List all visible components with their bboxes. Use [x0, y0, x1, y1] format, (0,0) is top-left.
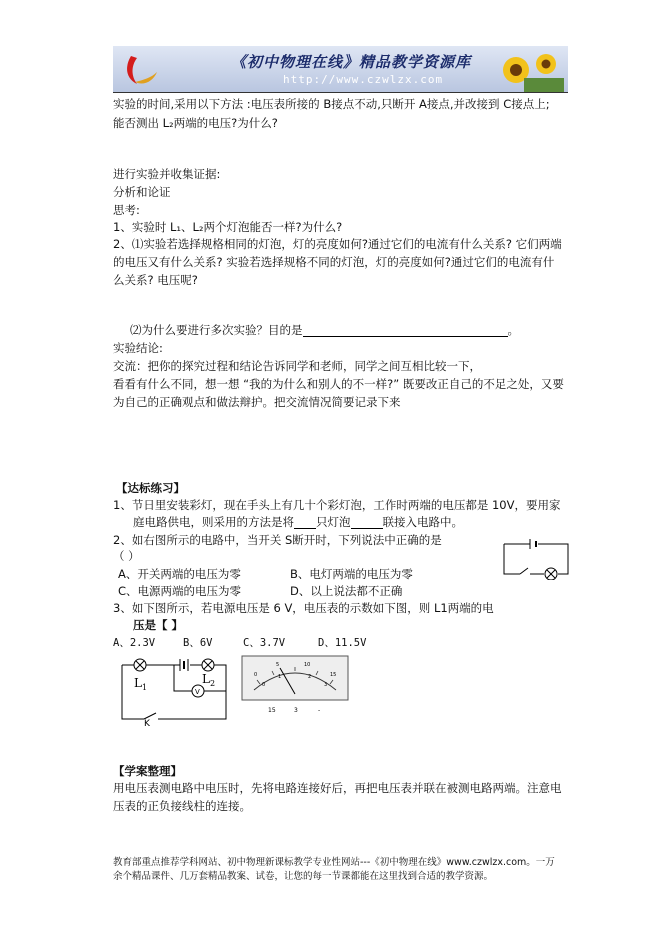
practice-1-line-2	[133, 515, 463, 529]
practice-2-option-a[interactable]: A、开关两端的电压为零	[118, 567, 241, 581]
think-heading: 思考:	[113, 203, 140, 217]
site-logo-icon	[121, 52, 159, 88]
practice-1-line-1: 1、节日里安装彩灯，现在手头上有几十个彩灯泡，工作时两端的电压都是 10V，要用家	[113, 498, 561, 512]
practice-1-text-a: 庭电路供电，则采用的方法是将	[133, 515, 294, 529]
practice-2-option-c[interactable]: C、电源两端的电压为零	[118, 584, 242, 598]
question-2-line-2: 的电压又有什么关系? 实验若选择规格不同的灯泡，灯的亮度如何?通过它们的电流有什	[113, 255, 555, 269]
header-banner	[113, 46, 568, 92]
banner-title: 《初中物理在线》精品教学资源库	[231, 53, 472, 71]
dial-inner-tick-0: 0	[262, 682, 266, 688]
terminal-3: 3	[294, 707, 298, 714]
sunflower-icon	[494, 48, 564, 92]
analysis-heading: 分析和论证	[113, 185, 171, 199]
connection-blank[interactable]	[351, 517, 383, 529]
dial-inner-tick-3: 3	[324, 682, 328, 688]
question-2-part-2	[130, 323, 519, 337]
question-2-part-2-text: ⑵为什么要进行多次实验？目的是	[130, 323, 303, 337]
voltmeter-label: V	[195, 688, 200, 696]
question-2-line-3: 么关系? 电压呢?	[113, 273, 198, 287]
footer-line-2: 余个精品课件、几万套精品教案、试卷，让您的每一节课都能在这里找到合适的教学资源。	[113, 871, 494, 882]
lamp-2-label: L	[202, 672, 210, 686]
practice-3-line-1: 3、如下图所示，若电源电压是 6 V，电压表的示数如下图，则 L1两端的电	[113, 601, 494, 615]
dial-tick-0: 0	[254, 672, 258, 678]
exchange-line-3: 为自己的正确观点和做法辩护。把交流情况简要记录下来	[113, 395, 401, 409]
switch-k-label: K	[144, 719, 150, 727]
practice-3-option-d[interactable]: D、11.5V	[318, 637, 367, 649]
dial-tick-15: 15	[330, 672, 337, 678]
intro-line-1: 实验的时间,采用以下方法 :电压表所接的 B接点不动,只断开 A接点,并改接到 C接点上;	[113, 97, 550, 111]
question-2-part-2-end: 。	[507, 323, 519, 337]
count-blank[interactable]	[294, 517, 316, 529]
dial-tick-5: 5	[276, 662, 280, 668]
summary-line-1: 用电压表测电路中电压时，先将电路连接好后，再把电压表并联在被测电路两端。注意电	[113, 781, 562, 795]
conclusion-label: 实验结论:	[113, 341, 163, 355]
summary-heading: 【学案整理】	[113, 764, 182, 778]
summary-line-2: 压表的正负接线柱的连接。	[113, 799, 251, 813]
banner-url[interactable]: http://www.czwlzx.com	[283, 73, 444, 86]
dial-tick-10: 10	[304, 662, 311, 668]
exchange-line-2: 看看有什么不同，想一想 “我的为什么和别人的不一样?” 既要改正自己的不足之处，又要	[113, 377, 564, 391]
question-2-line-1: 2、⑴实验若选择规格相同的灯泡，灯的亮度如何?通过它们的电流有什么关系? 它们两端	[113, 237, 562, 251]
collect-evidence: 进行实验并收集证据:	[113, 167, 221, 181]
question-1: 1、实验时 L₁、L₂两个灯泡能否一样?为什么?	[113, 220, 343, 234]
answer-blank[interactable]	[303, 325, 508, 337]
practice-heading: 【达标练习】	[116, 481, 185, 495]
practice-2-line-1: 2、如右图所示的电路中，当开关 S断开时，下列说法中正确的是	[113, 533, 442, 547]
practice-2-option-b[interactable]: B、电灯两端的电压为零	[290, 567, 413, 581]
practice-1-text-b: 只灯泡	[316, 515, 351, 529]
terminal-15: 15	[268, 707, 276, 714]
footer-line-1: 教育部重点推荐学科网站、初中物理新课标教学专业性网站---《初中物理在线》www.czwlzx.com。一万	[113, 857, 555, 868]
dial-inner-tick-2: 2	[308, 674, 312, 680]
voltmeter-dial-image	[240, 654, 352, 718]
lamp-1-sub: 1	[142, 683, 148, 692]
series-lamps-circuit-diagram	[118, 655, 230, 727]
lamp-2-sub: 2	[210, 679, 216, 688]
practice-3-line-2: 压是【 】	[133, 618, 184, 632]
terminal-minus: -	[318, 707, 321, 714]
practice-3-option-c[interactable]: C、3.7V	[243, 637, 286, 649]
practice-2-paren: （ ）	[113, 549, 140, 563]
dial-inner-tick-1: 1	[278, 674, 282, 680]
header-divider	[113, 92, 568, 93]
practice-1-text-c: 联接入电路中。	[382, 515, 463, 529]
page-footer	[113, 856, 563, 884]
practice-3-option-a[interactable]: A、2.3V	[113, 637, 156, 649]
exchange-line-1: 交流：把你的探究过程和结论告诉同学和老师，同学之间互相比较一下，	[113, 359, 481, 373]
lamp-1-label: L	[134, 676, 142, 690]
practice-3-option-b[interactable]: B、6V	[183, 637, 213, 649]
switch-lamp-circuit-diagram	[500, 538, 572, 580]
practice-2-option-d[interactable]: D、以上说法都不正确	[290, 584, 403, 598]
intro-line-2: 能否测出 L₂两端的电压?为什么?	[113, 116, 278, 130]
